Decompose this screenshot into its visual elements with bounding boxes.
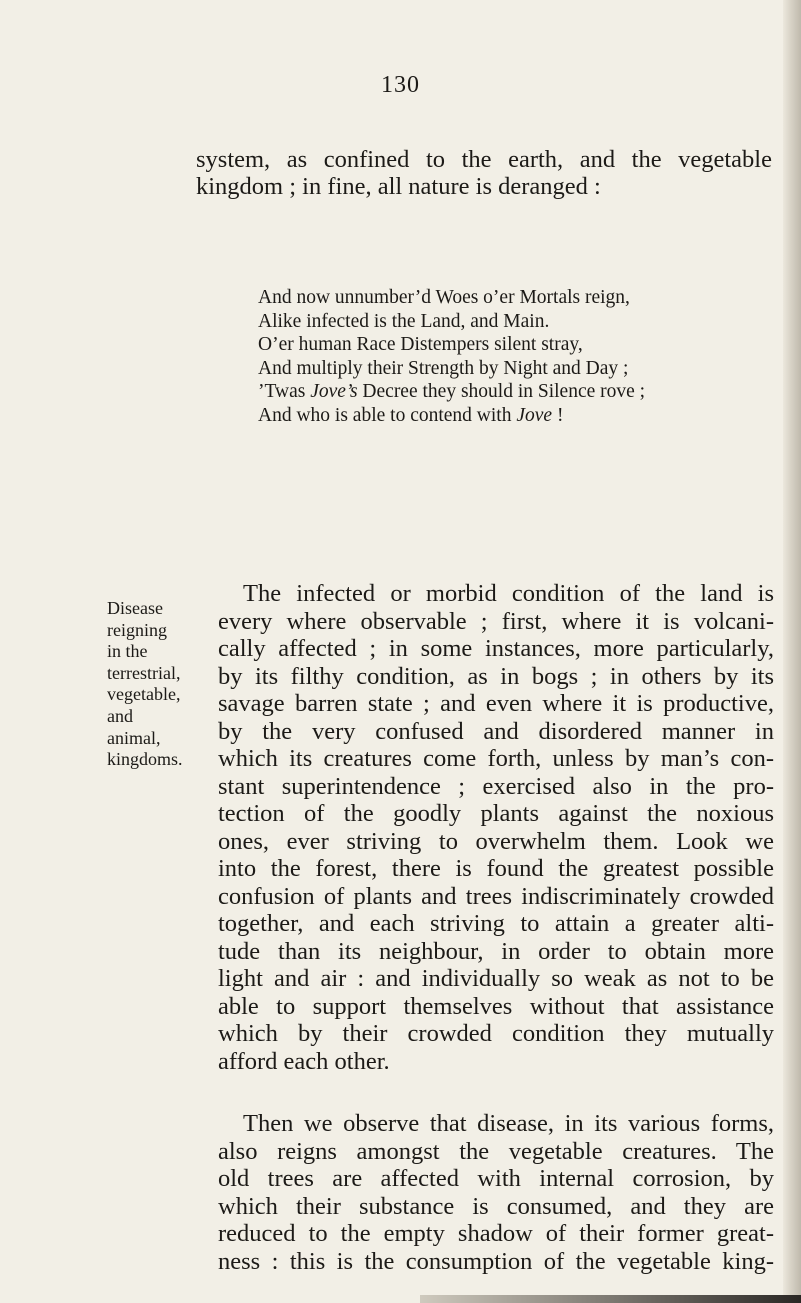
- marginal-note-line: kingdoms.: [107, 749, 183, 770]
- text-line: system, as confined to the earth, and the vegetable: [196, 146, 772, 173]
- marginal-note-line: vegetable,: [107, 684, 181, 705]
- verse-line: ’Twas Jove’s Decree they should in Silence rove ;: [258, 381, 646, 402]
- text-line: every where observable ; first, where it is volcani-: [218, 607, 774, 635]
- text-line: afford each other.: [218, 1047, 390, 1075]
- marginal-note: [107, 598, 212, 771]
- text-line: The infected or morbid condition of the land is: [243, 580, 774, 607]
- text-line: which its creatures come forth, unless by man’s con-: [218, 745, 774, 772]
- marginal-note-line: Disease: [107, 598, 163, 618]
- bottom-edge-shadow: [420, 1295, 801, 1303]
- text-line: ness : this is the consumption of the vegetable king-: [218, 1247, 774, 1275]
- text-line: light and air : and individually so weak as not to be: [218, 965, 774, 992]
- page-edge-shadow: [783, 0, 801, 1303]
- marginal-note-line: reigning: [107, 619, 167, 640]
- marginal-note-line: terrestrial,: [107, 662, 181, 683]
- text-line: confusion of plants and trees indiscriminately crowded: [218, 882, 774, 910]
- text-line: kingdom ; in fine, all nature is deranged :: [196, 173, 601, 200]
- text-line: into the forest, there is found the greatest possible: [218, 855, 774, 882]
- text-line: which by their crowded condition they mutually: [218, 1020, 774, 1047]
- text-line: old trees are affected with internal corrosion, by: [218, 1165, 774, 1192]
- text-line: Then we observe that disease, in its various forms,: [243, 1110, 774, 1137]
- text-line: also reigns amongst the vegetable creatures. The: [218, 1137, 774, 1165]
- text-line: by its filthy condition, as in bogs ; in others by its: [218, 662, 774, 690]
- verse-line: Alike infected is the Land, and Main.: [258, 310, 550, 332]
- text-line: reduced to the empty shadow of their former great-: [218, 1220, 774, 1247]
- marginal-note-line: in the: [107, 641, 148, 662]
- page-number: 130: [381, 72, 420, 98]
- text-line: together, and each striving to attain a greater alti-: [218, 910, 774, 937]
- opening-text: [196, 146, 772, 200]
- text-line: cally affected ; in some instances, more particularly,: [218, 635, 774, 662]
- text-line: savage barren state ; and even where it is productive,: [218, 690, 774, 717]
- text-line: by the very confused and disordered manner in: [218, 717, 774, 745]
- marginal-note-line: animal,: [107, 727, 161, 748]
- verse-quotation: [258, 286, 728, 427]
- verse-line: And now unnumber’d Woes o’er Mortals reign,: [258, 287, 630, 308]
- verse-line: And multiply their Strength by Night and Day ;: [258, 357, 629, 379]
- text-line: tude than its neighbour, in order to obtain more: [218, 937, 774, 965]
- paragraph-2: [218, 1110, 774, 1275]
- marginal-note-line: and: [107, 705, 133, 726]
- text-line: tection of the goodly plants against the noxious: [218, 800, 774, 827]
- verse-line: And who is able to contend with Jove !: [258, 404, 564, 426]
- text-line: which their substance is consumed, and they are: [218, 1192, 774, 1220]
- text-line: ones, ever striving to overwhelm them. Look we: [218, 827, 774, 855]
- text-line: stant superintendence ; exercised also in the pro-: [218, 772, 774, 800]
- text-line: able to support themselves without that assistance: [218, 992, 774, 1020]
- paragraph-1: [218, 580, 774, 1075]
- verse-line: O’er human Race Distempers silent stray,: [258, 334, 583, 355]
